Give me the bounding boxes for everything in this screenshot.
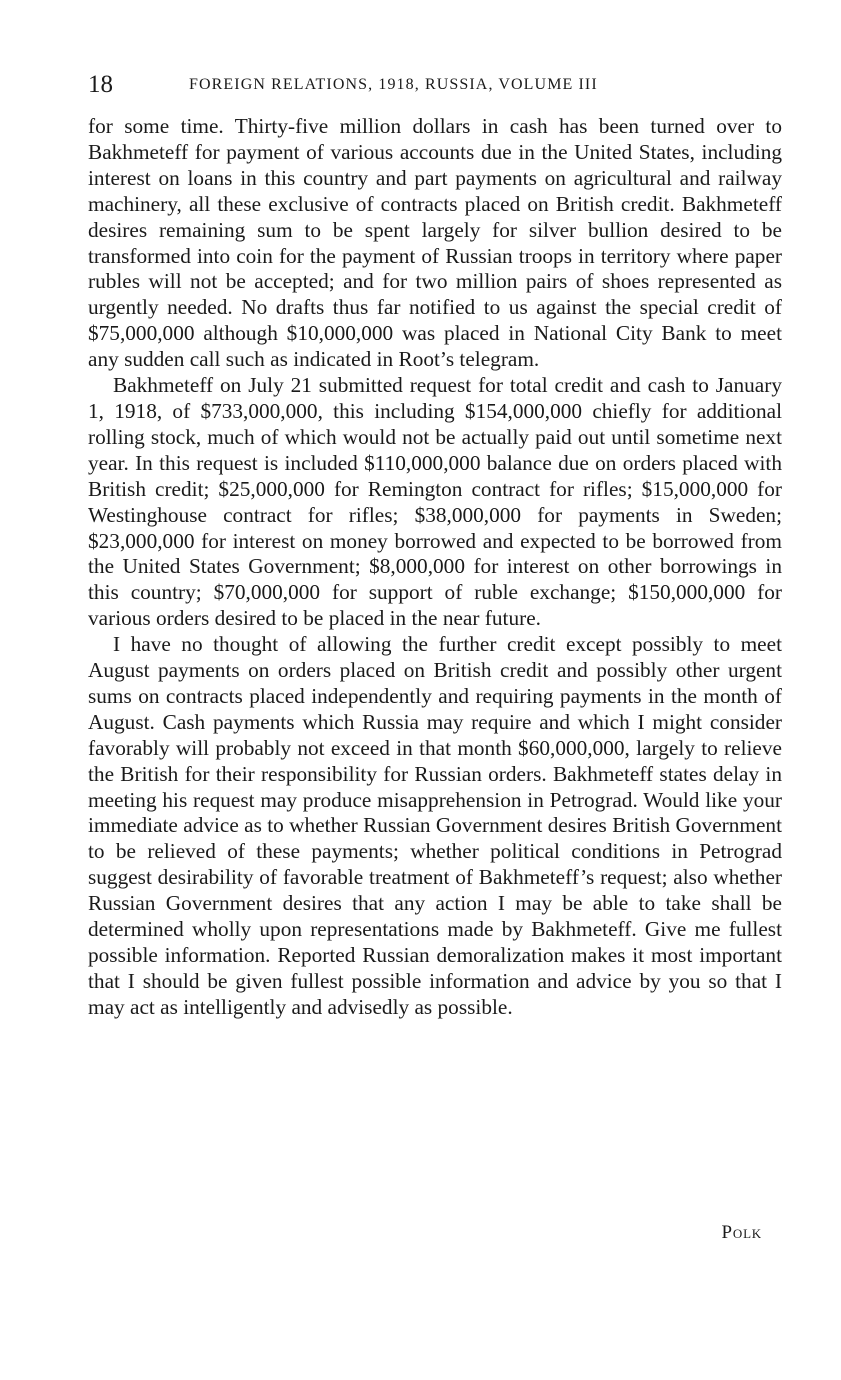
body-text	[88, 114, 782, 1021]
paragraph-further-credit: I have no thought of allowing the further credit except possibly to meet August payments on orders placed on British credit and possibly other urgent sums on contracts placed independently and requiring payments in the month of August. Cash payments which Russia may require and which I might consider favorably will probably not exceed in that month $60,000,000, largely to relieve the British for their responsibility for Russian orders. Bakhmeteff states delay in meeting his request may produce misapprehension in Petrograd. Would like your immediate advice as to whether Russian Government desires British Government to be relieved of these payments; whether political conditions in Petrograd suggest desirability of favorable treatment of Bakhmeteff’s request; also whether Russian Government desires that any action I may be able to take shall be determined wholly upon representations made by Bakhmeteff. Give me fullest possible information. Reported Russian demoralization makes it most important that I should be given fullest possible information and advice by you so that I may act as intelligently and advisedly as possible.	[88, 632, 782, 1019]
signature: Polk	[721, 1222, 762, 1243]
paragraph-continuation: for some time. Thirty-five million dollars in cash has been turned over to Bakhmeteff for payment of various accounts due in the United States, including interest on loans in this country and part payments on agricultural and railway machinery, all these exclusive of contracts placed on British credit. Bakhmeteff desires remaining sum to be spent largely for silver bullion desired to be transformed into coin for the payment of Russian troops in territory where paper rubles will not be accepted; and for two million pairs of shoes represented as urgently needed. No drafts thus far notified to us against the special credit of $75,000,000 although $10,000,000 was placed in National City Bank to meet any sudden call such as indicated in Root’s telegram.	[88, 114, 782, 372]
running-head-title: FOREIGN RELATIONS, 1918, RUSSIA, VOLUME III	[189, 76, 598, 93]
running-head	[88, 68, 782, 102]
page-number: 18	[88, 71, 113, 98]
paragraph-credit-request: Bakhmeteff on July 21 submitted request for total credit and cash to January 1, 1918, of $733,000,000, this including $154,000,000 chiefly for additional rolling stock, much of which would not be actually paid out until sometime next year. In this request is included $110,000,000 balance due on orders placed with British credit; $25,000,000 for Remington contract for rifles; $15,000,000 for Westinghouse contract for rifles; $38,000,000 for payments in Sweden; $23,000,000 for interest on money borrowed and expected to be borrowed from the United States Government; $8,000,000 for interest on other borrowings in this country; $70,000,000 for support of ruble exchange; $150,000,000 for various orders desired to be placed in the near future.	[88, 373, 782, 631]
